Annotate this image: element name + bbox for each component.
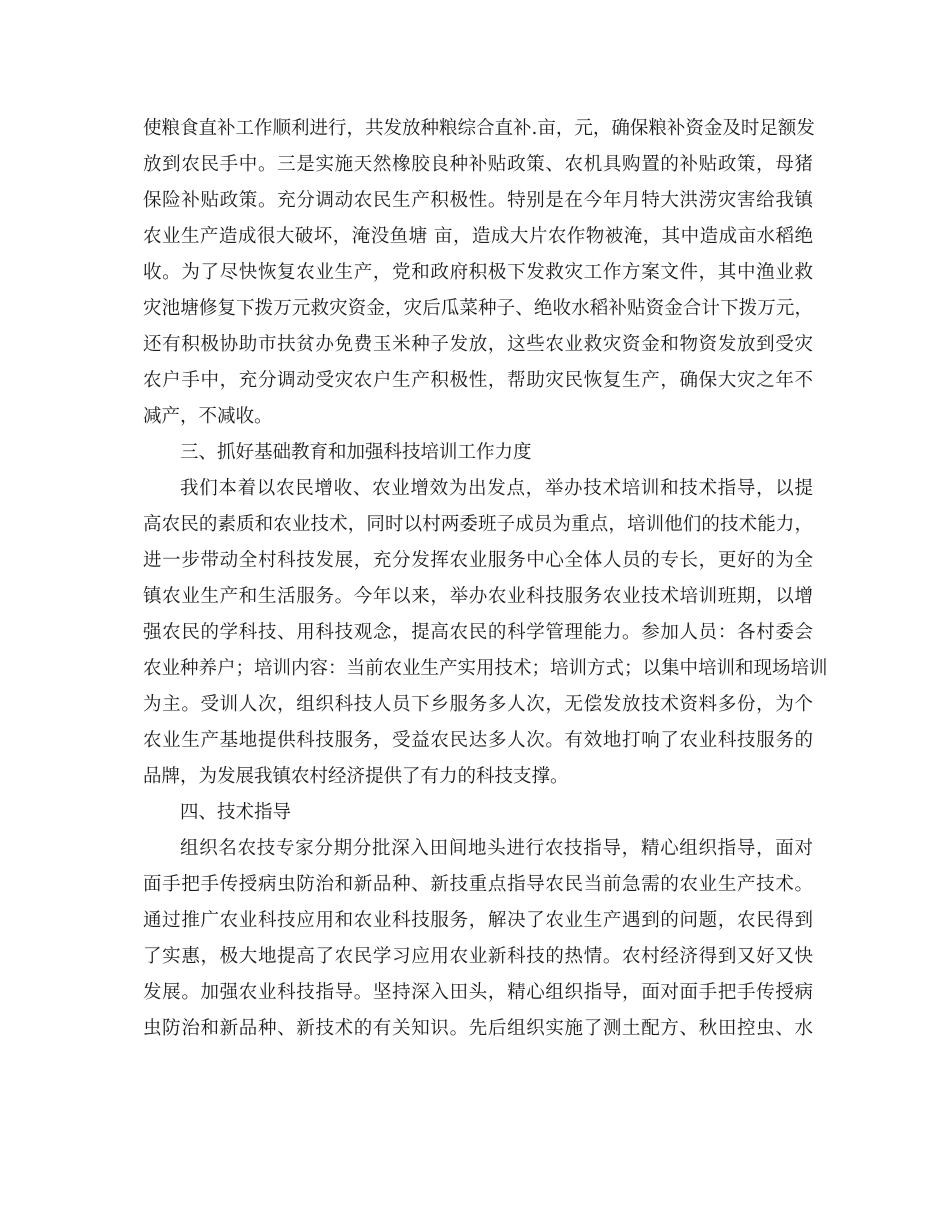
body-text-line: 面手把手传授病虫防治和新品种、新技重点指导农民当前急需的农业生产技术。 — [143, 874, 813, 895]
body-text-line: 农户手中，充分调动受灾农户生产积极性，帮助灾民恢复生产，确保大灾之年不 — [143, 370, 813, 391]
body-text-line: 减产，不减收。 — [143, 406, 273, 427]
body-text-line: 放到农民手中。三是实施天然橡胶良种补贴政策、农机具购置的补贴政策，母猪 — [143, 154, 813, 175]
body-text-line: 农业种养户；培训内容：当前农业生产实用技术；培训方式；以集中培训和现场培训 — [143, 658, 828, 679]
body-text-line: 虫防治和新品种、新技术的有关知识。先后组织实施了测土配方、秋田控虫、水 — [143, 1018, 813, 1039]
body-text-line: 发展。加强农业科技指导。坚持深入田头，精心组织指导，面对面手把手传授病 — [143, 982, 813, 1003]
body-text-line: 进一步带动全村科技发展，充分发挥农业服务中心全体人员的专长，更好的为全 — [143, 550, 813, 571]
body-text-line: 我们本着以农民增收、农业增效为出发点，举办技术培训和技术指导，以提 — [180, 478, 813, 499]
body-text-line: 灾池塘修复下拨万元救灾资金，灾后瓜菜种子、绝收水稻补贴资金合计下拨万元， — [143, 298, 813, 319]
body-text-line: 高农民的素质和农业技术，同时以村两委班子成员为重点，培训他们的技术能力， — [143, 514, 813, 535]
body-text-line: 使粮食直补工作顺利进行，共发放种粮综合直补.亩，元，确保粮补资金及时足额发 — [143, 118, 815, 139]
body-text-line: 为主。受训人次，组织科技人员下乡服务多人次，无偿发放技术资料多份，为个 — [143, 694, 813, 715]
body-text-line: 保险补贴政策。充分调动农民生产积极性。特别是在今年月特大洪涝灾害给我镇 — [143, 190, 813, 211]
section-heading: 四、技术指导 — [180, 802, 292, 823]
body-text-line: 农业生产造成很大破坏，淹没鱼塘 亩，造成大片农作物被淹，其中造成亩水稻绝 — [143, 226, 813, 247]
body-text-line: 农业生产基地提供科技服务，受益农民达多人次。有效地打响了农业科技服务的 — [143, 730, 813, 751]
body-text-line: 镇农业生产和生活服务。今年以来，举办农业科技服务农业技术培训班期，以增 — [143, 586, 813, 607]
body-text-line: 品牌，为发展我镇农村经济提供了有力的科技支撑。 — [143, 766, 569, 787]
section-heading: 三、抓好基础教育和加强科技培训工作力度 — [180, 442, 532, 463]
body-text-line: 组织名农技专家分期分批深入田间地头进行农技指导，精心组织指导，面对 — [180, 838, 813, 859]
body-text-line: 收。为了尽快恢复农业生产，党和政府积极下发救灾工作方案文件，其中渔业救 — [143, 262, 813, 283]
body-text-line: 强农民的学科技、用科技观念，提高农民的科学管理能力。参加人员：各村委会 — [143, 622, 813, 643]
body-text-line: 了实惠，极大地提高了农民学习应用农业新科技的热情。农村经济得到又好又快 — [143, 946, 813, 967]
body-text-line: 通过推广农业科技应用和农业科技服务，解决了农业生产遇到的问题，农民得到 — [143, 910, 813, 931]
body-text-line: 还有积极协助市扶贫办免费玉米种子发放，这些农业救灾资金和物资发放到受灾 — [143, 334, 813, 355]
